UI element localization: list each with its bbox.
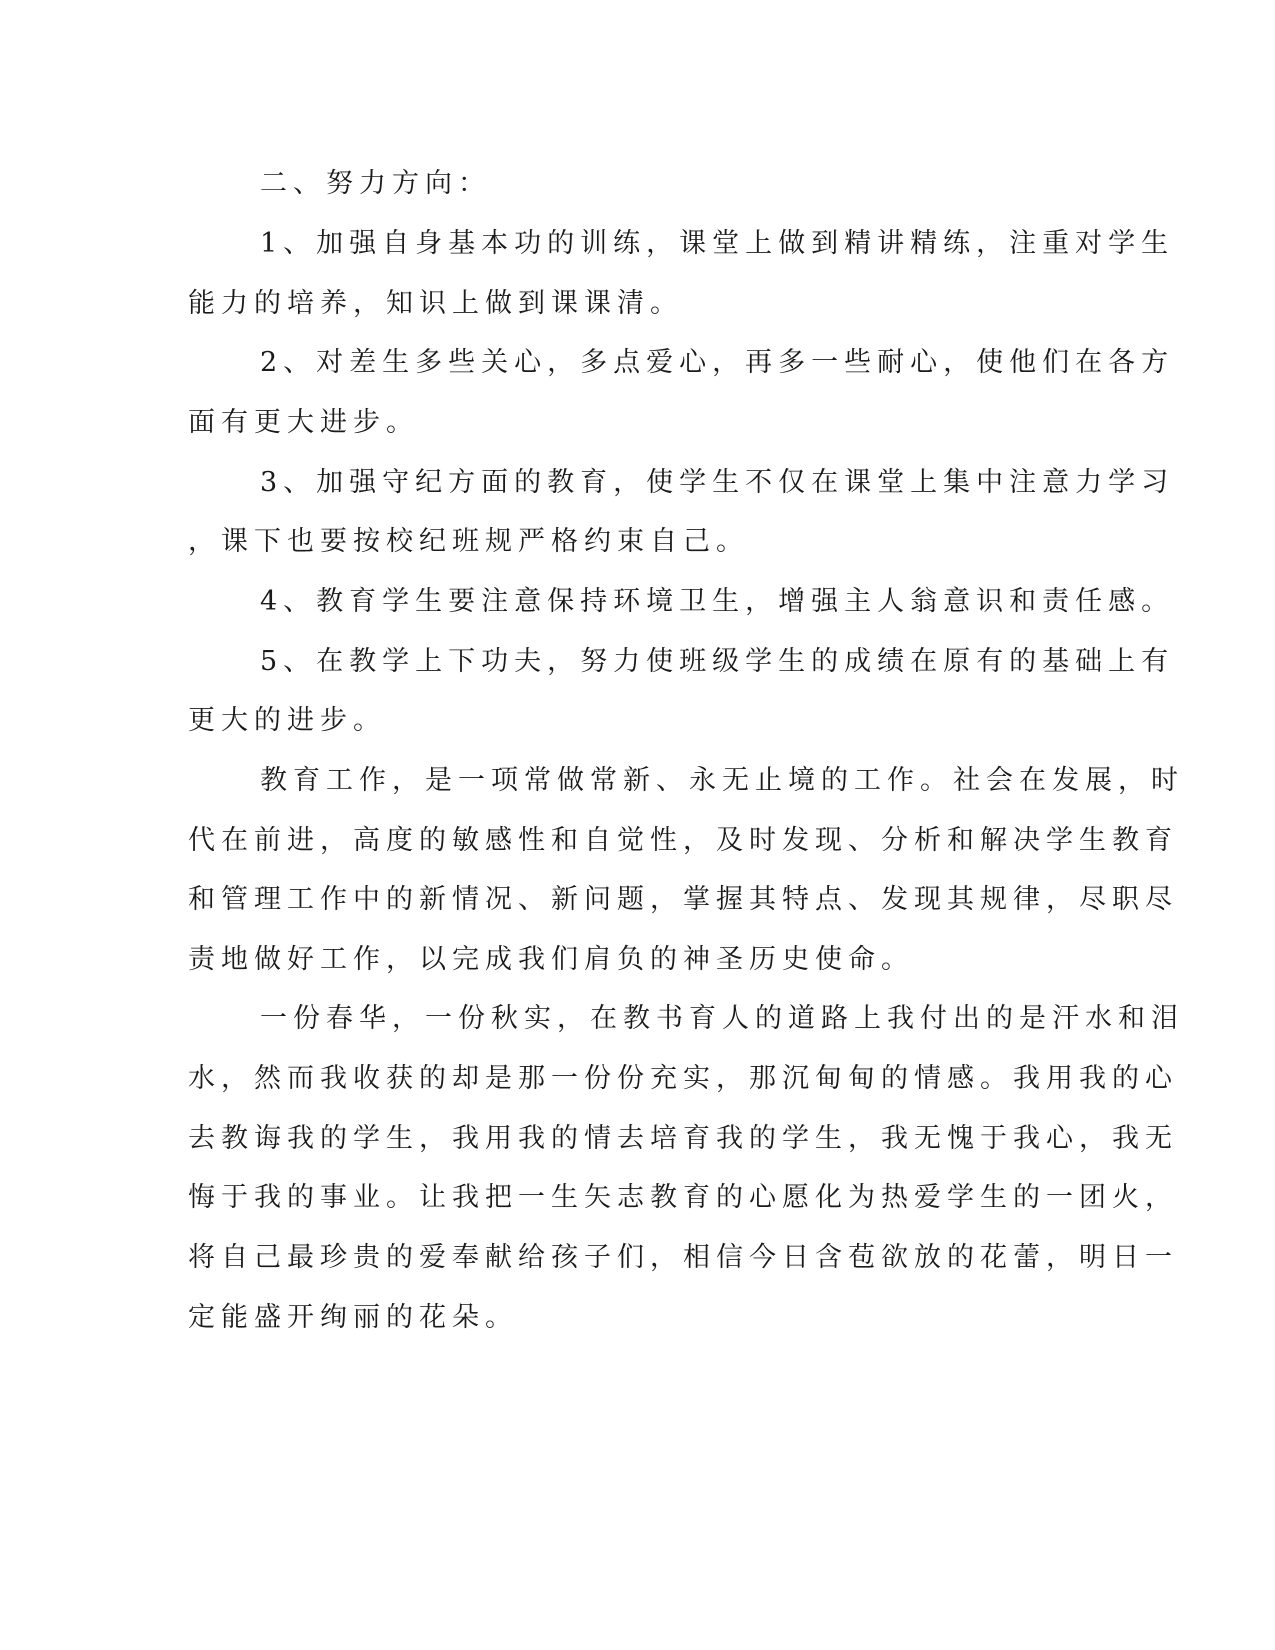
text-line: 和管理工作中的新情况、新问题，掌握其特点、发现其规律，尽职尽 xyxy=(188,884,1178,915)
section-heading: 二、努力方向： xyxy=(260,168,491,199)
text-line: 4、教育学生要注意保持环境卫生，增强主人翁意识和责任感。 xyxy=(260,586,1175,617)
text-line: 1、加强自身基本功的训练，课堂上做到精讲精练，注重对学生 xyxy=(260,228,1175,259)
text-line: 水，然而我收获的却是那一份份充实，那沉甸甸的情感。我用我的心 xyxy=(188,1063,1178,1094)
text-line: 定能盛开绚丽的花朵。 xyxy=(188,1302,518,1333)
text-line: 更大的进步。 xyxy=(188,705,386,736)
text-line: 5、在教学上下功夫，努力使班级学生的成绩在原有的基础上有 xyxy=(260,646,1175,677)
text-line: 悔于我的事业。让我把一生矢志教育的心愿化为热爱学生的一团火， xyxy=(188,1182,1178,1213)
text-line: 3、加强守纪方面的教育，使学生不仅在课堂上集中注意力学习 xyxy=(260,467,1175,498)
text-line: 去教诲我的学生，我用我的情去培育我的学生，我无愧于我心，我无 xyxy=(188,1123,1178,1154)
text-line: 一份春华，一份秋实，在教书育人的道路上我付出的是汗水和泪 xyxy=(260,1003,1184,1034)
text-line: ，课下也要按校纪班规严格约束自己。 xyxy=(188,526,749,557)
text-line: 面有更大进步。 xyxy=(188,407,419,438)
text-line: 将自己最珍贵的爱奉献给孩子们，相信今日含苞欲放的花蕾，明日一 xyxy=(188,1242,1178,1273)
text-line: 责地做好工作，以完成我们肩负的神圣历史使命。 xyxy=(188,944,914,975)
text-line: 2、对差生多些关心，多点爱心，再多一些耐心，使他们在各方 xyxy=(260,347,1175,378)
text-line: 代在前进，高度的敏感性和自觉性，及时发现、分析和解决学生教育 xyxy=(188,825,1178,856)
text-line: 教育工作，是一项常做常新、永无止境的工作。社会在发展，时 xyxy=(260,765,1184,796)
text-line: 能力的培养，知识上做到课课清。 xyxy=(188,288,683,319)
